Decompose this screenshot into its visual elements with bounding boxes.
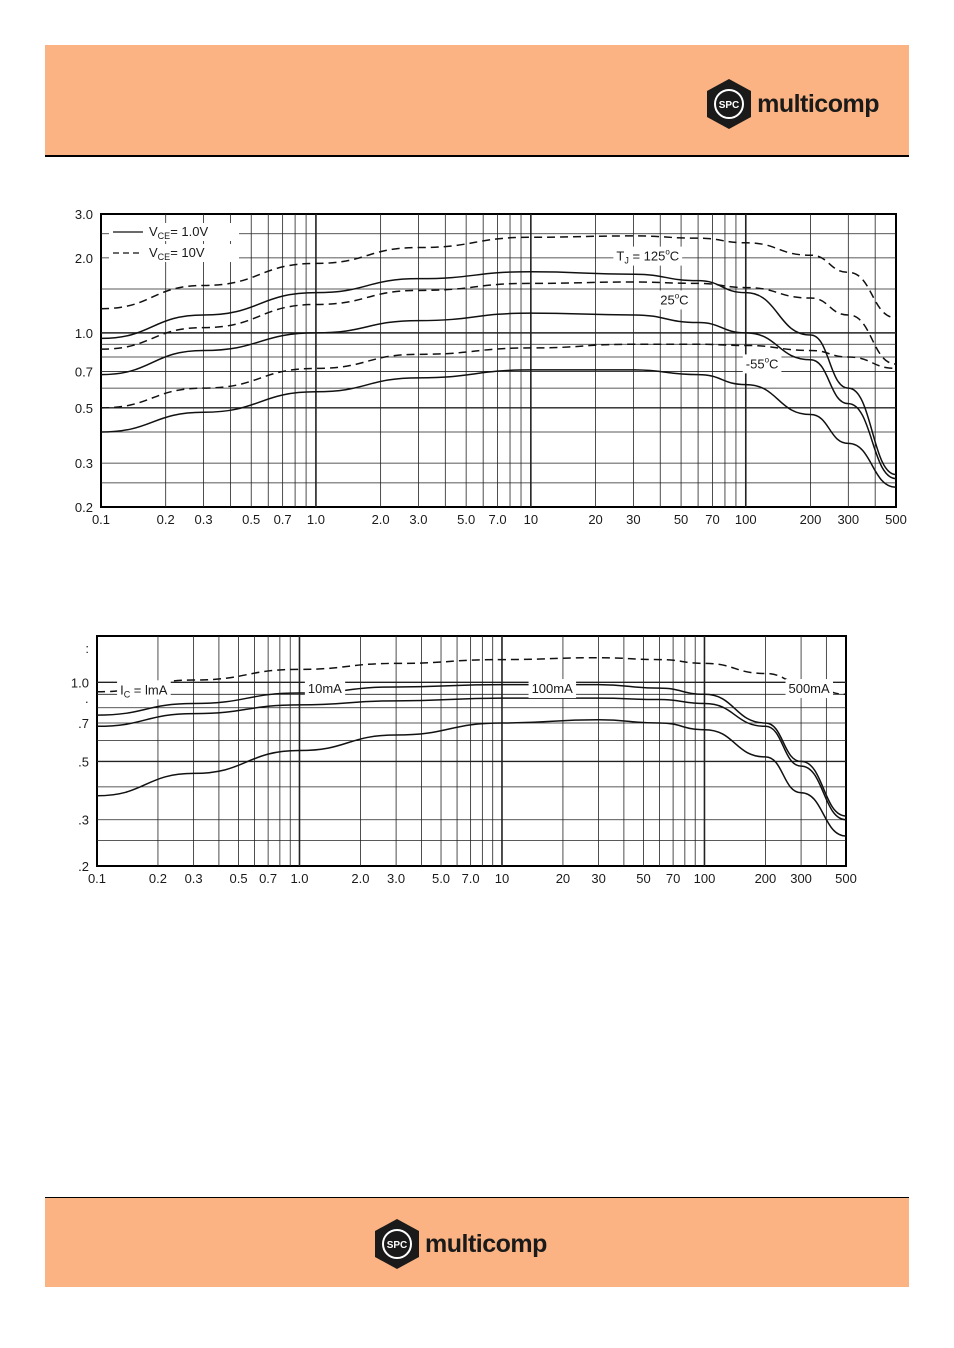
chart1-x-tick-label: 30 [626,512,641,527]
chart2-x-tick-label: 300 [790,871,812,886]
chart2-plot-area [97,636,846,866]
chart1-x-tick-label: 7.0 [488,512,507,527]
chart2-y-tick-label: .3 [78,812,89,828]
chart1-y-tick-label: 0.3 [74,456,93,472]
chart1-x-tick-label: 100 [734,512,757,527]
chart1-x-tick-label: 500 [885,512,907,527]
chart2-x-tick-label: 50 [636,871,651,886]
chart1-x-tick-label: 0.7 [273,512,292,527]
chart2-x-tick-label: 0.7 [259,871,278,886]
chart1-y-tick-label: 0.2 [74,500,93,515]
chart1-annotation: -55$^o$C [745,355,779,372]
page-footer [45,1197,909,1287]
chart1-x-tick-label: 0.2 [156,512,175,527]
chart2-x-tick-label: 200 [754,871,777,886]
chart2-x-tick-label: 30 [591,871,606,886]
chart2-annotation: $I_C$ = lmA [120,682,168,700]
chart2-x-tick-label: 10 [494,871,510,886]
chart1-legend-label: $V_{CE}= 1.0V$ [149,224,209,241]
chart2-x-tick-label: 70 [665,871,681,886]
chart2-x-tick-label: 100 [693,871,716,886]
chart2-x-tick-label: 0.2 [148,871,167,886]
chart1-x-tick-label: 2.0 [371,512,390,527]
chart2-y-tick-label: 1.0 [70,675,89,691]
chart2-y-tick-label: : [85,641,89,657]
chart1-y-tick-label: 0.5 [74,400,93,416]
chart1-x-tick-label: 0.3 [194,512,213,527]
brand-name: multicomp [425,1229,547,1258]
spc-hexagon-icon [373,1218,421,1270]
chart1-y-tick-label: 0.7 [74,364,93,380]
logo-badge-text: SPC [718,100,740,111]
chart2-annotation: 500mA [788,681,830,697]
chart2-x-tick-label: 0.5 [229,871,248,886]
chart2-y-tick-label: · [84,693,89,709]
chart1-x-tick-label: 10 [523,512,539,527]
chart2-y-tick-label: .7 [78,715,89,731]
logo-badge-text: SPC [386,1240,408,1251]
brand-name: multicomp [757,89,879,118]
chart2-y-tick-label: .5 [78,754,89,770]
chart1-x-tick-label: 0.1 [91,512,111,527]
chart2-x-tick-label: 5.0 [431,871,451,886]
chart2-x-tick-label: 2.0 [351,871,370,886]
chart2-x-tick-label: 1.0 [290,871,309,886]
chart2-x-tick-label: 0.3 [184,871,203,886]
chart2-x-tick-label: 7.0 [461,871,480,886]
chart1-x-tick-label: 5.0 [457,512,476,527]
footer-logo [373,1218,547,1270]
chart1-x-tick-label: 200 [799,512,822,527]
chart1-x-tick-label: 1.0 [306,512,325,527]
chart1-x-tick-label: 50 [673,512,689,527]
chart2-x-tick-label: 0.1 [87,871,107,886]
chart1-x-tick-label: 70 [705,512,720,527]
chart2-x-tick-label: 500 [835,871,857,886]
chart1-legend-label: $V_{CE}= 10V$ [149,245,205,262]
chart1-y-tick-label: 2.0 [74,250,93,266]
chart1-x-tick-label: 0.5 [242,512,261,527]
chart1-annotation: 25$^o$C [660,291,689,308]
chart1-x-tick-label: 3.0 [409,512,428,527]
chart2-x-tick-label: 20 [555,871,571,886]
chart2-annotation: 100mA [531,681,573,697]
chart1-annotation: $T_J = 125^oC$ [616,247,680,266]
chart2-x-tick-label: 3.0 [387,871,406,886]
chart1-y-tick-label: 1.0 [74,325,93,341]
chart1-x-tick-label: 20 [588,512,603,527]
chart2-y-tick-label: .2 [78,859,89,874]
chart1-x-tick-label: 300 [837,512,860,527]
chart2-annotation: 10mA [307,681,342,697]
chart1-y-tick-label: 3.0 [74,207,93,222]
